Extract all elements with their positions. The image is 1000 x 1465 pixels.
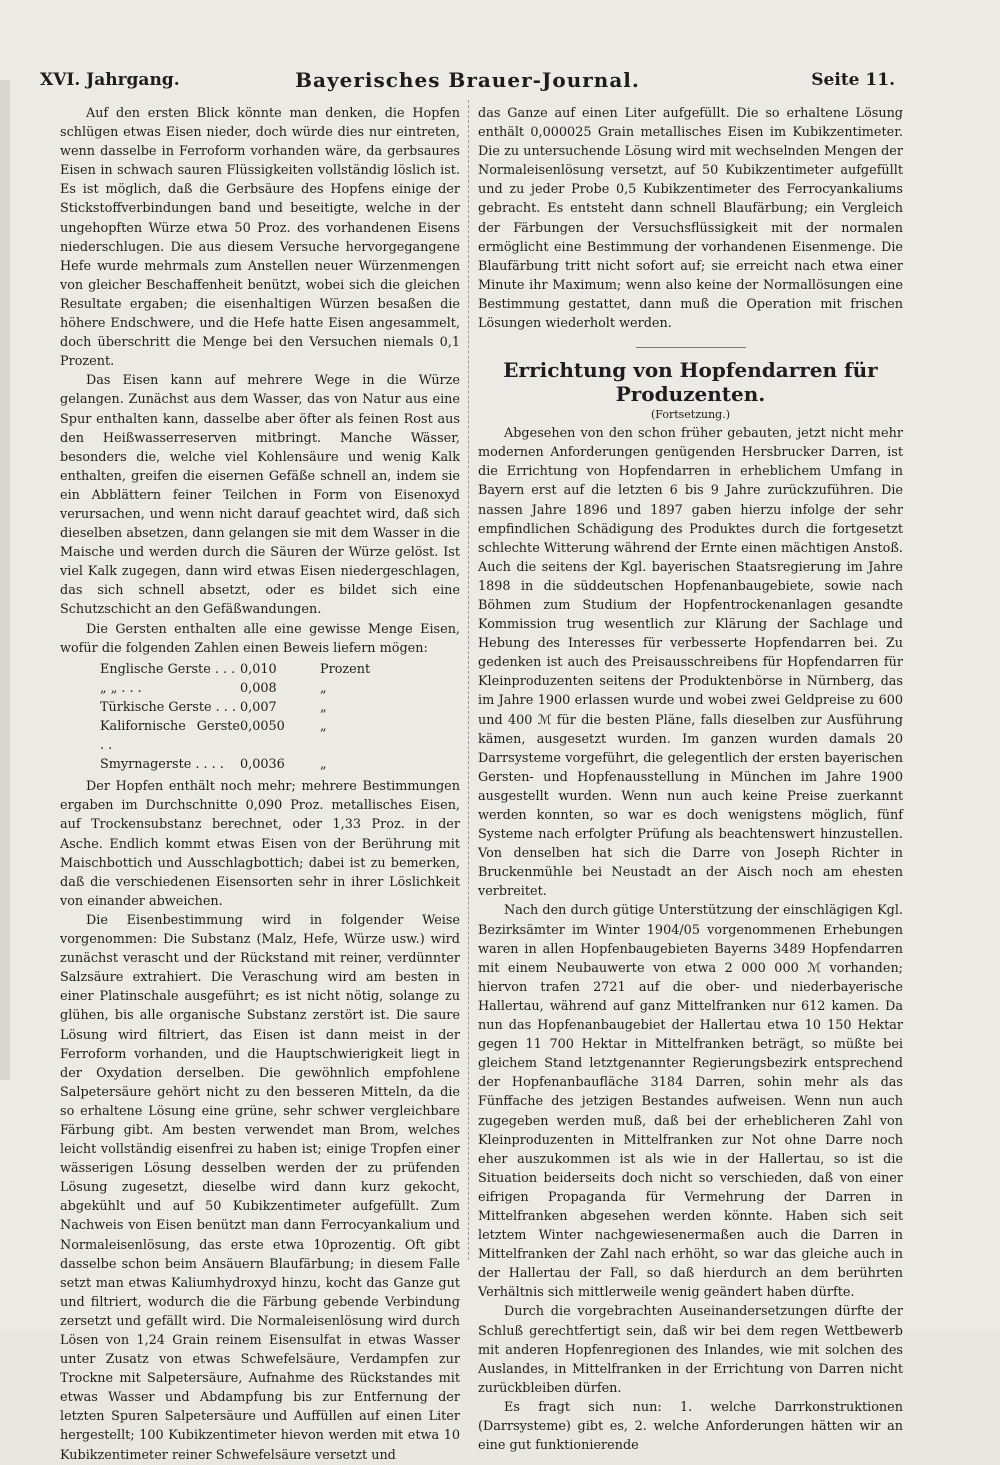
iron-value: 0,007 [240, 699, 277, 715]
paragraph: Durch die vorgebrachten Auseinandersetzungen dürfte der Schluß gerechtfertigt sein, daß wir bei dem regen Wettbewerb mit anderen Hopfenregionen des Inlandes, wie mit solchen des Auslandes, in Mittelfranken in der Errichtung von Darren nicht zurückbleiben dürfen. [478, 1304, 903, 1396]
section-rule [636, 347, 746, 348]
iron-value: 0,008 [240, 680, 277, 696]
table-row [100, 679, 460, 698]
journal-title: Bayerisches Brauer-Journal. [295, 68, 640, 92]
table-row [100, 660, 460, 679]
article-subtitle: (Fortsetzung.) [651, 408, 730, 422]
column-divider [468, 100, 470, 1260]
binding-edge [0, 80, 10, 1080]
page-header [40, 64, 895, 94]
paragraph: Die Gersten enthalten alle eine gewisse Menge Eisen, wofür die folgenden Zahlen einen Beweis liefern mögen: [60, 621, 460, 656]
unit: „ [320, 680, 327, 696]
right-column [478, 104, 903, 1455]
volume-label: XVI. Jahrgang. [40, 70, 180, 90]
page-number: Seite 11. [811, 70, 895, 90]
unit: „ [320, 719, 327, 734]
paragraph: Das Eisen kann auf mehrere Wege in die Würze gelangen. Zunächst aus dem Wasser, das von Natur aus eine Spur enthalten kann, dasselbe aber öfter als feinen Rost aus den Heißwasserreserven mitbringt. Manche Wässer, besonders die, welche viel Kohlensäure und wenig Kalk enthalten, greifen die eisernen Gefäße schnell an, indem sie ein Abblättern feiner Teilchen in Form von Eisenoxyd verursachen, und wenn nicht darauf geachtet wird, daß sich dieselben absetzen, dann gelangen sie mit dem Wasser in die Maische und werden durch die Säuren der Würze gelöst. Ist viel Kalk zugegen, dann wird etwas Eisen niedergeschlagen, das sich schnell absetzt, oder es bildet sich eine Schutzschicht an den Gefäßwandungen. [60, 373, 460, 618]
unit: „ [320, 699, 327, 715]
barley-name: Smyrnagerste . . . . [100, 757, 224, 773]
barley-name: Türkische Gerste . . . [100, 699, 236, 715]
barley-name: Kalifornische Gerste . . [100, 719, 240, 754]
unit: „ [320, 757, 327, 773]
iron-content-table [100, 660, 460, 775]
iron-value: 0,0050 [240, 719, 285, 734]
paragraph: Die Eisenbestimmung wird in folgender Weise vorgenommen: Die Substanz (Malz, Hefe, Würze usw.) wird zunächst verascht und der Rückstand mit reiner, verdünnter Salzsäure extrahiert. Die Veraschung wird am besten in einer Platinschale ausgeführt; es ist nicht nötig, solange zu glühen, bis alle organische Substanz zerstört ist. Die saure Lösung wird filtriert, das Eisen ist dann meist in der Ferroform vorhanden, und die Hauptschwierigkeit liegt in der Oxydation derselben. Die gewöhnlich empfohlene Salpetersäure gehört nicht zu den besseren Mitteln, da die so erhaltene Lösung eine grüne, sehr schwer vergleichbare Färbung gibt. Am besten verwendet man Brom, welches leicht vollständig eisenfrei zu haben ist; einige Tropfen einer wässerigen Lösung desselben werden der zu prüfenden Lösung zugesetzt, dieselbe wird dann kurz gekocht, abgekühlt und auf 50 Kubikzentimeter aufgefüllt. Zum Nachweis von Eisen benützt man dann Ferrocyankalium und Normaleisenlösung, das erste etwa 10prozentig. Oft gibt dasselbe schon beim Ansäuern Blaufärbung; in diesem Falle setzt man etwas Kaliumhydroxyd hinzu, kocht das Ganze gut und filtriert, wodurch die die Färbung gebende Verbindung zersetzt und gefällt wird. Die Normaleisenlösung wird durch Lösen von 1,24 Grain reinem Eisensulfat in etwas Wasser unter Zusatz von etwas Schwefelsäure, Verdampfen zur Trockne mit Salpetersäure, Aufnahme des Rückstandes mit etwas Wasser und Abdampfung bis zur Entfernung der letzten Spuren Salpetersäure und Auffüllen auf einen Liter hergestellt; 100 Kubikzentimeter hievon werden mit etwa 10 Kubikzentimeter reiner Schwefelsäure versetzt und [60, 912, 460, 1463]
table-row [100, 698, 460, 717]
barley-name: Englische Gerste . . . [100, 661, 236, 677]
table-row [100, 717, 460, 755]
barley-name: „ „ . . . [100, 680, 142, 696]
iron-value: 0,010 [240, 661, 277, 677]
unit: Prozent [320, 661, 371, 677]
paragraph: Auf den ersten Blick könnte man denken, die Hopfen schlügen etwas Eisen nieder, doch würde dies nur eintreten, wenn dasselbe in Ferroform vorhanden wäre, da gerbsaures Eisen in schwach sauren Flüssigkeiten vollständig löslich ist. Es ist möglich, daß die Gerbsäure des Hopfens einige der Stickstoffverbindungen band und beseitigte, welche in der ungehopften Würze etwa 50 Proz. des vorhandenen Eisens niederschlugen. Die aus diesem Versuche hervorgegangene Hefe wurde mehrmals zum Anstellen neuer Würzenmengen von gleicher Beschaffenheit benützt, wobei sich die gleichen Resultate ergaben; die eisenhaltigen Würzen besaßen die höhere Endschwere, und die Hefe hatte Eisen angesammelt, doch überschritt die Menge bei den Versuchen niemals 0,1 Prozent. [60, 106, 460, 370]
iron-value: 0,0036 [240, 757, 285, 773]
paragraph: Es fragt sich nun: 1. welche Darrkonstruktionen (Darrsysteme) gibt es, 2. welche Anforderungen hätten wir an eine gut funktionierende [478, 1399, 903, 1454]
table-row [100, 755, 460, 774]
article-title: Errichtung von Hopfendarren für Produzenten. [503, 358, 878, 407]
paragraph: Nach den durch gütige Unterstützung der einschlägigen Kgl. Bezirksämter im Winter 1904/05 vorgenommenen Erhebungen waren in allen Hopfenbaugebieten Bayerns 3489 Hopfendarren mit einem Neubauwerte von etwa 2 000 000 ℳ vorhanden; hiervon trafen 2721 auf die ober- und niederbayerische Hallertau, während auf ganz Mittelfranken nur 612 kamen. Da nun das Hopfenanbaugebiet der Hallertau etwa 10 150 Hektar gegen 11 700 Hektar in Mittelfranken beträgt, so müßte bei gleichem Stand letztgenannter Regierungsbezirk entsprechend der Hopfenanbaufläche 3184 Darren, sohin mehr als das Fünffache des jetzigen Bestandes aufweisen. Wenn nun auch zugegeben werden muß, daß bei der erheblicheren Zahl von Kleinproduzenten in Mittelfranken zur Not ohne Darre noch eher auszukommen ist als wie in der Hallertau, so ist die Situation beiderseits doch nicht so verschieden, daß von einer eifrigen Propaganda für Vermehrung der Darren in Mittelfranken abgesehen werden könnte. Haben sich seit letztem Winter nachgewiesenermaßen auch die Darren in Mittelfranken der Zahl nach erhöht, so war das gleiche auch in der Hallertau der Fall, so daß hierdurch an dem berührten Verhältnis sich mittlerweile wenig geändert haben dürfte. [478, 903, 903, 1301]
left-column [60, 104, 460, 1465]
paragraph: das Ganze auf einen Liter aufgefüllt. Die so erhaltene Lösung enthält 0,000025 Grain metallisches Eisen im Kubikzentimeter. Die zu untersuchende Lösung wird mit wechselnden Mengen der Normaleisenlösung versetzt, auf 50 Kubikzentimeter aufgefüllt und zu jeder Probe 0,5 Kubikzentimeter des Ferrocyankaliums gebracht. Es entsteht dann schnell Blaufärbung; ein Vergleich der Färbungen der Versuchsflüssigkeit mit der normalen ermöglicht eine Bestimmung der vorhandenen Eisenmenge. Die Blaufärbung tritt nicht sofort auf; sie erreicht nach etwa einer Minute ihr Maximum; wenn also keine der Normallösungen eine Bestimmung gestattet, dann muß die Operation mit frischen Lösungen wiederholt werden. [478, 106, 903, 332]
paragraph: Der Hopfen enthält noch mehr; mehrere Bestimmungen ergaben im Durchschnitte 0,090 Proz. metallisches Eisen, auf Trockensubstanz berechnet, oder 1,33 Proz. in der Asche. Endlich kommt etwas Eisen von der Berührung mit Maischbottich und Ausschlagbottich; dabei ist zu bemerken, daß die verschiedenen Eisensorten sehr in ihrer Löslichkeit von einander abweichen. [60, 779, 460, 909]
paragraph: Abgesehen von den schon früher gebauten, jetzt nicht mehr modernen Anforderungen genügenden Hersbrucker Darren, ist die Errichtung von Hopfendarren in erheblichem Umfang in Bayern erst auf die letzten 6 bis 9 Jahre zurückzuführen. Die nassen Jahre 1896 und 1897 gaben hierzu infolge der sehr empfindlichen Schädigung des Produktes durch die fortgesetzt schlechte Witterung während der Ernte einen mächtigen Anstoß. Auch die seitens der Kgl. bayerischen Staatsregierung im Jahre 1898 in die süddeutschen Hopfenanbaugebiete, sowie nach Böhmen zum Studium der Hopfentrockenanlagen gesandte Kommission trug wesentlich zur Klärung der Sachlage und Hebung des Interesses für verbesserte Hopfendarren bei. Zu gedenken ist auch des Preisausschreibens für Hopfendarren für Kleinproduzenten seitens der Produktenbörse in Nürnberg, das im Jahre 1900 erlassen wurde und wobei zwei Geldpreise zu 600 und 400 ℳ für die besten Pläne, falls dieselben zur Ausführung kämen, ausgesetzt wurden. Im ganzen wurden damals 20 Darrsysteme vorgeführt, die gelegentlich der ersten bayerischen Gersten- und Hopfenausstellung in München im Jahre 1900 ausgestellt wurden. Wenn nun auch keine Preise zuerkannt werden konnten, so war es doch wenigstens möglich, fünf Systeme nach erfolgter Prüfung als beachtenswert hinzustellen. Von denselben hat sich die Darre von Joseph Richter in Bruckenmühle bei Neustadt an der Aisch noch am ehesten verbreitet. [478, 426, 903, 900]
